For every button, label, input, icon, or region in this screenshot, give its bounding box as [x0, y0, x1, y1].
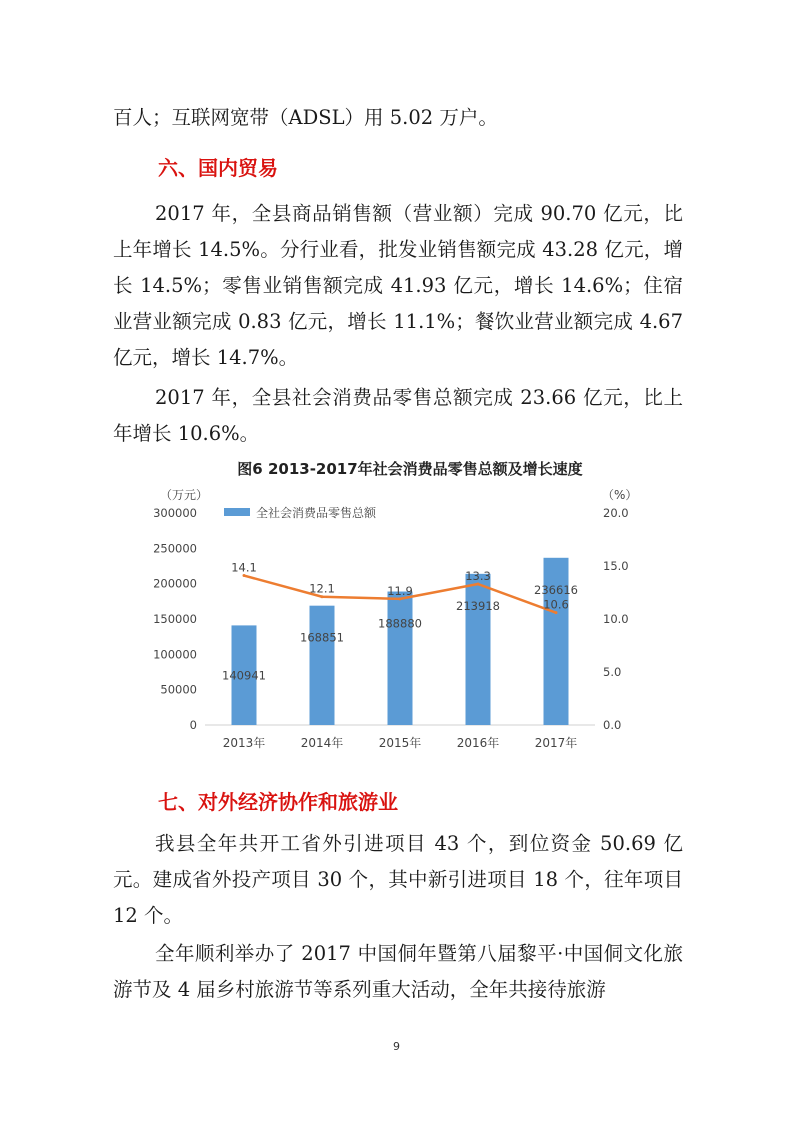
legend-swatch: [224, 508, 250, 516]
bar-value-label: 236616: [534, 582, 578, 597]
section-heading-domestic-trade: 六、国内贸易: [158, 156, 278, 180]
bar-value-label: 213918: [456, 598, 500, 613]
y-tick-left: 300000: [153, 506, 197, 520]
chart-canvas: [130, 452, 670, 762]
paragraph-sales: 2017 年，全县商品销售额（营业额）完成 90.70 亿元，比上年增长 14.5%。分行业看，批发业销售额完成 43.28 亿元，增长 14.5%；零售业销售额完成 41.93 亿元，增长 14.6%；住宿业营业额完成 0.83 亿元，增长 11.1%；餐饮业营业额完成 4.67 亿元，增长 14.7%。: [113, 202, 683, 369]
x-tick-label: 2016年: [456, 736, 500, 750]
growth-rate-label: 10.6: [543, 597, 569, 612]
y-tick-right: 20.0: [603, 506, 629, 520]
page-number: 9: [393, 1040, 400, 1053]
x-tick-label: 2015年: [378, 736, 422, 750]
x-tick-label: 2014年: [300, 736, 344, 750]
growth-rate-label: 12.1: [309, 581, 335, 596]
y-tick-right: 5.0: [603, 665, 622, 679]
y-tick-left: 100000: [153, 647, 197, 662]
bar-2016年: [466, 574, 491, 725]
paragraph-investment: 我县全年共开工省外引进项目 43 个，到位资金 50.69 亿元。建成省外投产项目 30 个，其中新引进项目 18 个，往年项目 12 个。: [113, 832, 683, 927]
y-tick-left: 50000: [160, 682, 197, 697]
x-tick-label: 2017年: [534, 736, 578, 750]
x-tick-label: 2013年: [222, 736, 266, 750]
chart-title: 图6 2013-2017年社会消费品零售总额及增长速度: [237, 460, 583, 478]
y-tick-left: 0: [189, 718, 197, 732]
bar-value-label: 140941: [222, 668, 266, 683]
bar-2015年: [388, 592, 413, 725]
legend-label: 全社会消费品零售总额: [256, 506, 377, 520]
retail-sales-chart: [130, 452, 670, 762]
bar-value-label: 168851: [300, 630, 344, 645]
paragraph-retail-total: 2017 年，全县社会消费品零售总额完成 23.66 亿元，比上年增长 10.6%。: [113, 386, 683, 445]
y-axis-left-label: （万元）: [160, 488, 209, 502]
y-tick-right: 10.0: [603, 612, 629, 626]
growth-rate-label: 11.9: [387, 583, 413, 598]
bar-2014年: [310, 606, 335, 725]
y-tick-left: 150000: [153, 612, 197, 626]
y-tick-left: 250000: [153, 541, 197, 556]
y-tick-left: 200000: [153, 576, 197, 591]
paragraph-tourism: 全年顺利举办了 2017 中国侗年暨第八届黎平·中国侗文化旅游节及 4 届乡村旅游节等系列重大活动，全年共接待旅游: [113, 942, 683, 1001]
y-tick-right: 15.0: [603, 559, 629, 573]
growth-rate-label: 13.3: [465, 569, 491, 584]
growth-rate-label: 14.1: [231, 560, 257, 575]
bar-value-label: 188880: [378, 616, 422, 631]
y-axis-right-label: （%）: [602, 488, 638, 502]
section-heading-external-economy-tourism: 七、对外经济协作和旅游业: [158, 790, 398, 814]
y-tick-right: 0.0: [603, 718, 622, 732]
paragraph-broadband: 百人；互联网宽带（ADSL）用 5.02 万户。: [113, 106, 498, 129]
